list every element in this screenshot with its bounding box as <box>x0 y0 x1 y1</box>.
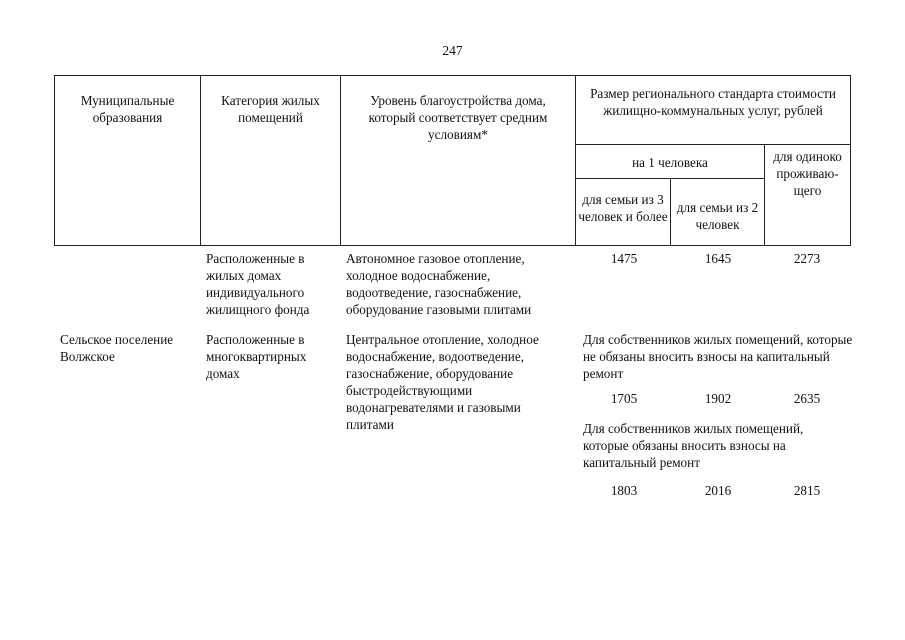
header-family3: для семьи из 3 человек и более <box>575 178 671 246</box>
row1-level: Автономное газовое отопление, холодное водоснабжение, водоотведение, газоснабжение, оборудование газовыми плитами <box>346 251 532 317</box>
row2-group2-value-family3: 1803 <box>610 483 638 498</box>
row1-value-family3: 1475 <box>610 251 638 266</box>
row2-level: Центральное отопление, холодное водоснабжение, водоотведение, газоснабжение, оборудование быстродействующими водонагревателями и газовыми плитами <box>346 332 539 432</box>
row2-group1-value-family3: 1705 <box>610 391 638 406</box>
row2-group1-value-family2: 1902 <box>704 391 732 406</box>
header-per-person: на 1 человека <box>575 144 765 179</box>
header-family2: для семьи из 2 человек <box>670 178 765 246</box>
header-category: Категория жилых помещений <box>200 75 341 246</box>
row1-value-single: 2273 <box>793 251 821 266</box>
row2-municipality: Сельское поселение Волжское <box>60 332 174 364</box>
row2-category: Расположенные в многоквартирных домах <box>206 332 307 381</box>
row2-group2-value-single: 2815 <box>793 483 821 498</box>
page-number: 247 <box>442 43 463 58</box>
row2-group1-value-single: 2635 <box>793 391 821 406</box>
row2-group2-value-family2: 2016 <box>704 483 732 498</box>
header-standard-size: Размер регионального стандарта стоимости жилищно-коммунальных услуг, рублей <box>575 75 851 145</box>
row2-group1-note: Для собственников жилых помещений, которые не обязаны вносить взносы на капитальный ремонт <box>583 332 853 381</box>
row1-category: Расположенные в жилых домах индивидуального жилищного фонда <box>206 251 310 317</box>
row2-group2-note: Для собственников жилых помещений, которые обязаны вносить взносы на капитальный ремонт <box>583 421 804 470</box>
header-municipality: Муниципальные образования <box>54 75 201 246</box>
row1-value-family2: 1645 <box>704 251 732 266</box>
header-single: для одиноко проживаю-щего <box>764 144 851 246</box>
header-level: Уровень благоустройства дома, который соответствует средним условиям* <box>340 75 576 246</box>
